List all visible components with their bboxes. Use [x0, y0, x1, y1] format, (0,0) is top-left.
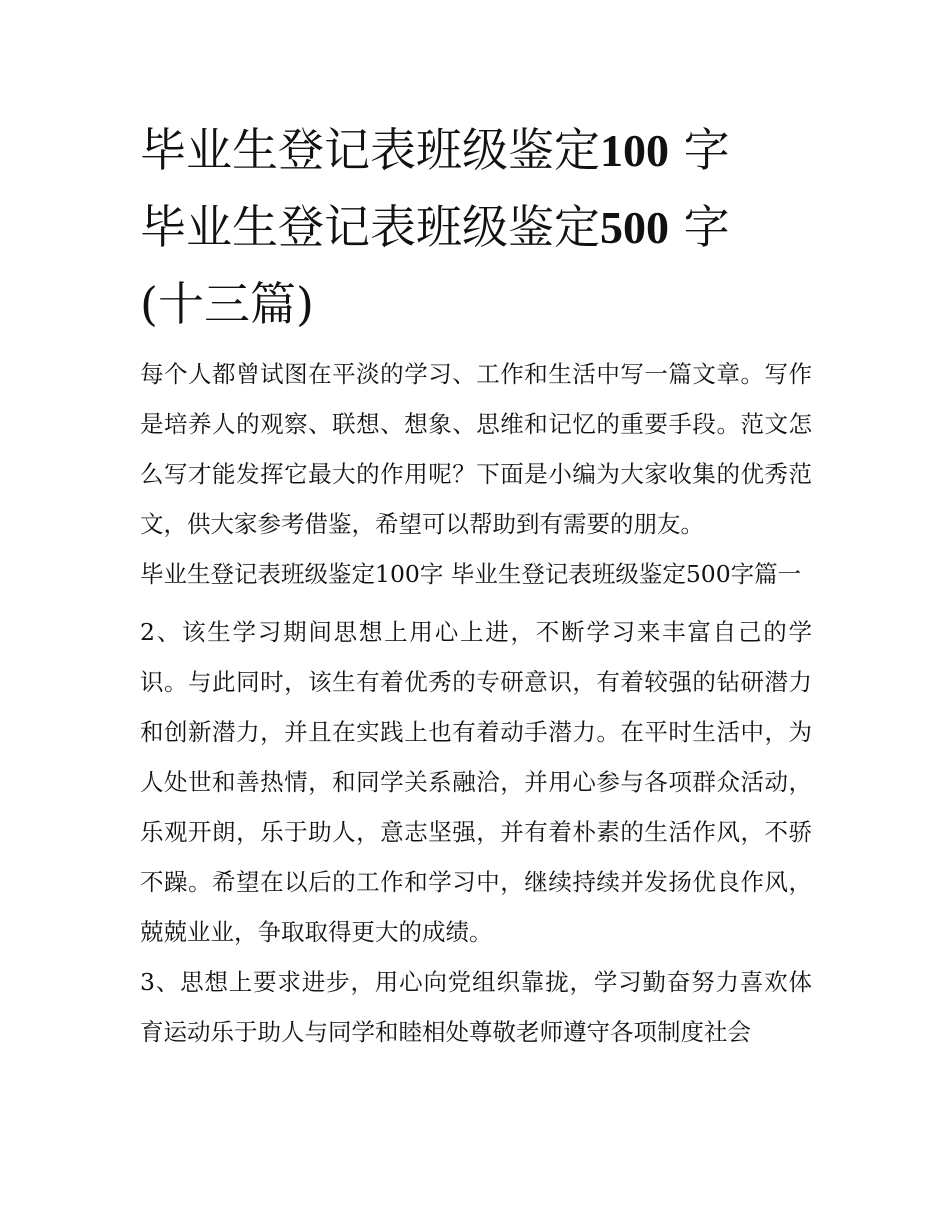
title-line-1-text: 毕业生登记表班级鉴定 — [140, 123, 600, 177]
title-line-1 — [140, 112, 812, 189]
body-paragraph-2: 2、该生学习期间思想上用心上进，不断学习来丰富自己的学识。与此同时，该生有着优秀的专研意识，有着较强的钻研潜力和创新潜力，并且在实践上也有着动手潜力。在平时生活中，为人处世和善热情，和同学关系融洽，并用心参与各项群众活动，乐观开朗，乐于助人，意志坚强，并有着朴素的生活作风，不骄不躁。希望在以后的工作和学习中，继续持续并发扬优良作风，兢兢业业，争取取得更大的成绩。 — [140, 618, 812, 946]
document-body — [140, 349, 812, 1057]
title-line-2-suffix: 字 — [669, 200, 730, 254]
section-heading: 毕业生登记表班级鉴定100字 毕业生登记表班级鉴定500字篇一 — [140, 560, 802, 588]
title-line-2-text: 毕业生登记表班级鉴定 — [140, 200, 600, 254]
title-line-2-number: 500 — [600, 202, 669, 253]
title-line-1-suffix: 字 — [669, 123, 730, 177]
document-page — [140, 112, 812, 1057]
title-line-3 — [140, 266, 812, 343]
title-line-1-number: 100 — [600, 125, 669, 176]
document-title — [140, 112, 812, 343]
title-line-2 — [140, 189, 812, 266]
title-line-3-text: (十三篇) — [140, 277, 314, 331]
body-paragraph-3: 3、思想上要求进步，用心向党组织靠拢，学习勤奋努力喜欢体育运动乐于助人与同学和睦相处尊敬老师遵守各项制度社会 — [140, 968, 812, 1046]
intro-paragraph: 每个人都曾试图在平淡的学习、工作和生活中写一篇文章。写作是培养人的观察、联想、想象、思维和记忆的重要手段。范文怎么写才能发挥它最大的作用呢？下面是小编为大家收集的优秀范文，供大家参考借鉴，希望可以帮助到有需要的朋友。 — [140, 360, 812, 538]
